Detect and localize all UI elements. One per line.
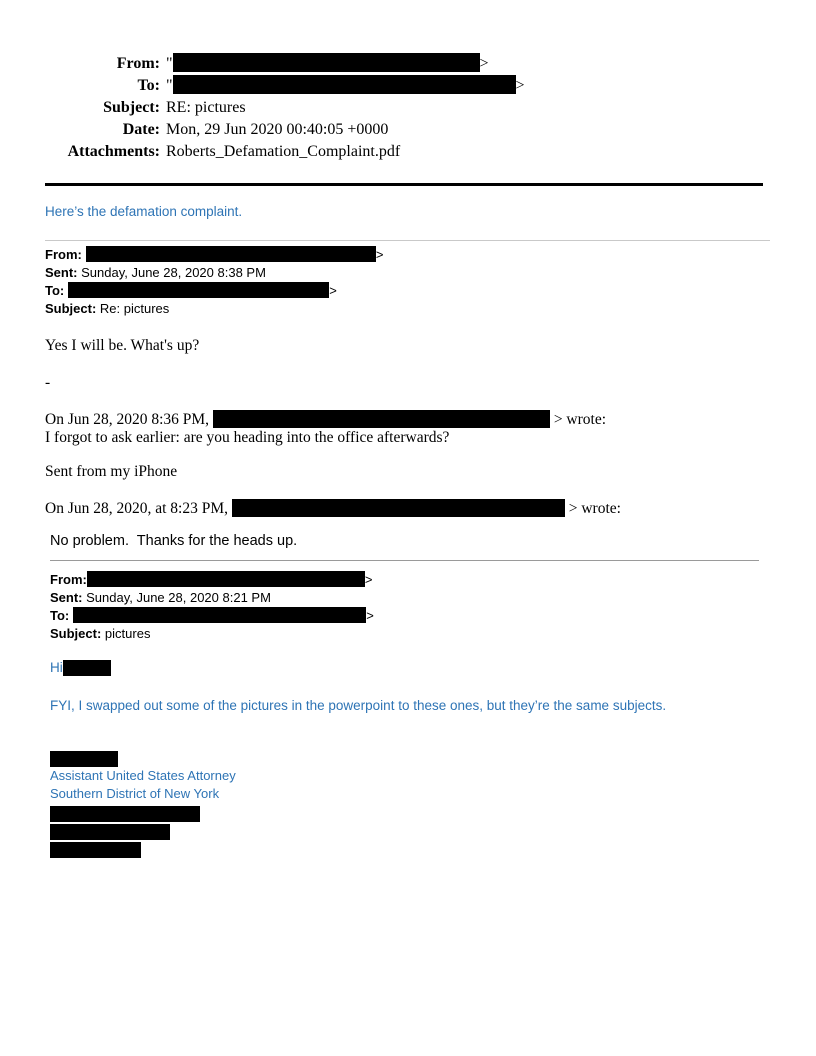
attribution-suffix: > wrote:: [553, 411, 607, 428]
attribution-suffix: > wrote:: [568, 500, 621, 517]
attribution-text: On Jun 28, 2020, at 8:23 PM,: [45, 500, 228, 517]
redaction-bar: [68, 282, 329, 298]
original-message-divider: [50, 560, 759, 561]
meta-row-from: [50, 571, 770, 589]
subject-value: Re: pictures: [99, 301, 170, 316]
angle-bracket: >: [375, 247, 384, 262]
quote-char: ": [166, 55, 173, 72]
quote1-body: I forgot to ask earlier: are you heading into the office afterwards?: [45, 429, 450, 446]
quote1-block: [45, 410, 770, 447]
mail-header: [45, 53, 770, 163]
redaction-bar-signature-name: [50, 751, 118, 767]
subject-label: Subject:: [103, 99, 160, 116]
quote1-attribution: [45, 410, 770, 429]
original-message-block: [50, 533, 770, 858]
header-row-attachments: [45, 141, 770, 163]
redaction-bar: [63, 660, 111, 676]
mobile-signature: Sent from my iPhone: [45, 463, 178, 480]
quoted-message-divider: [45, 240, 770, 241]
from-label: From:: [50, 572, 87, 587]
reply1-body: Here’s the defamation complaint.: [45, 204, 243, 219]
attachments-label: Attachments:: [67, 143, 160, 160]
redaction-bar: [86, 246, 376, 262]
angle-bracket: >: [364, 572, 373, 587]
angle-bracket: >: [515, 77, 525, 94]
redaction-bar: [87, 571, 365, 587]
signature-title: Assistant United States Attorney: [50, 768, 236, 783]
reply2-signature-dash: -: [45, 374, 51, 391]
header-row-from: [45, 53, 770, 75]
quote-char: ": [166, 77, 173, 94]
meta-row-sent: [45, 264, 770, 282]
redaction-bar: [173, 53, 480, 72]
redaction-bar-email: [50, 842, 141, 858]
redaction-bar-address: [50, 806, 200, 822]
reply1-quoted-header: [45, 246, 770, 318]
redaction-bar: [73, 607, 366, 623]
reply2-body: [45, 337, 770, 518]
attribution-text: On Jun 28, 2020 8:36 PM,: [45, 411, 210, 428]
redaction-bar: [213, 410, 550, 428]
signature-block: [50, 751, 770, 858]
angle-bracket: >: [366, 608, 374, 623]
meta-row-from: [45, 246, 770, 264]
header-row-date: [45, 119, 770, 141]
greeting-line: [50, 660, 770, 676]
quote2-body: No problem. Thanks for the heads up.: [50, 533, 298, 549]
quote2-attribution: [45, 499, 770, 518]
angle-bracket: >: [479, 55, 489, 72]
subject-value: pictures: [104, 626, 151, 641]
from-value: [166, 53, 489, 75]
subject-label: Subject:: [45, 301, 97, 316]
date-label: Date:: [122, 121, 160, 138]
meta-row-subject: [45, 300, 770, 318]
to-label: To:: [50, 608, 70, 623]
header-divider: [45, 183, 763, 186]
greeting-text: Hi: [50, 660, 63, 675]
original-body: FYI, I swapped out some of the pictures in the powerpoint to these ones, but they’re the same subjects.: [50, 698, 667, 713]
meta-row-to: [50, 607, 770, 625]
redaction-bar: [173, 75, 516, 94]
sent-label: Sent:: [50, 590, 83, 605]
date-value: Mon, 29 Jun 2020 00:40:05 +0000: [166, 121, 389, 138]
original-message-header: [50, 571, 770, 643]
to-value: [166, 75, 525, 97]
sent-label: Sent:: [45, 265, 78, 280]
subject-value: RE: pictures: [166, 99, 246, 116]
to-label: To:: [45, 283, 65, 298]
meta-row-sent: [50, 589, 770, 607]
sent-value: Sunday, June 28, 2020 8:21 PM: [86, 590, 271, 605]
signature-office: Southern District of New York: [50, 786, 220, 801]
from-label: From:: [45, 247, 82, 262]
meta-row-subject: [50, 625, 770, 643]
angle-bracket: >: [329, 283, 337, 298]
header-row-to: [45, 75, 770, 97]
header-row-subject: [45, 97, 770, 119]
to-label: To:: [137, 77, 160, 94]
sent-value: Sunday, June 28, 2020 8:38 PM: [81, 265, 266, 280]
subject-label: Subject:: [50, 626, 102, 641]
redaction-bar: [232, 499, 565, 517]
reply2-text: Yes I will be. What's up?: [45, 337, 200, 354]
attachment-filename: Roberts_Defamation_Complaint.pdf: [166, 143, 401, 160]
meta-row-to: [45, 282, 770, 300]
redaction-bar-phone: [50, 824, 170, 840]
from-label: From:: [116, 55, 160, 72]
